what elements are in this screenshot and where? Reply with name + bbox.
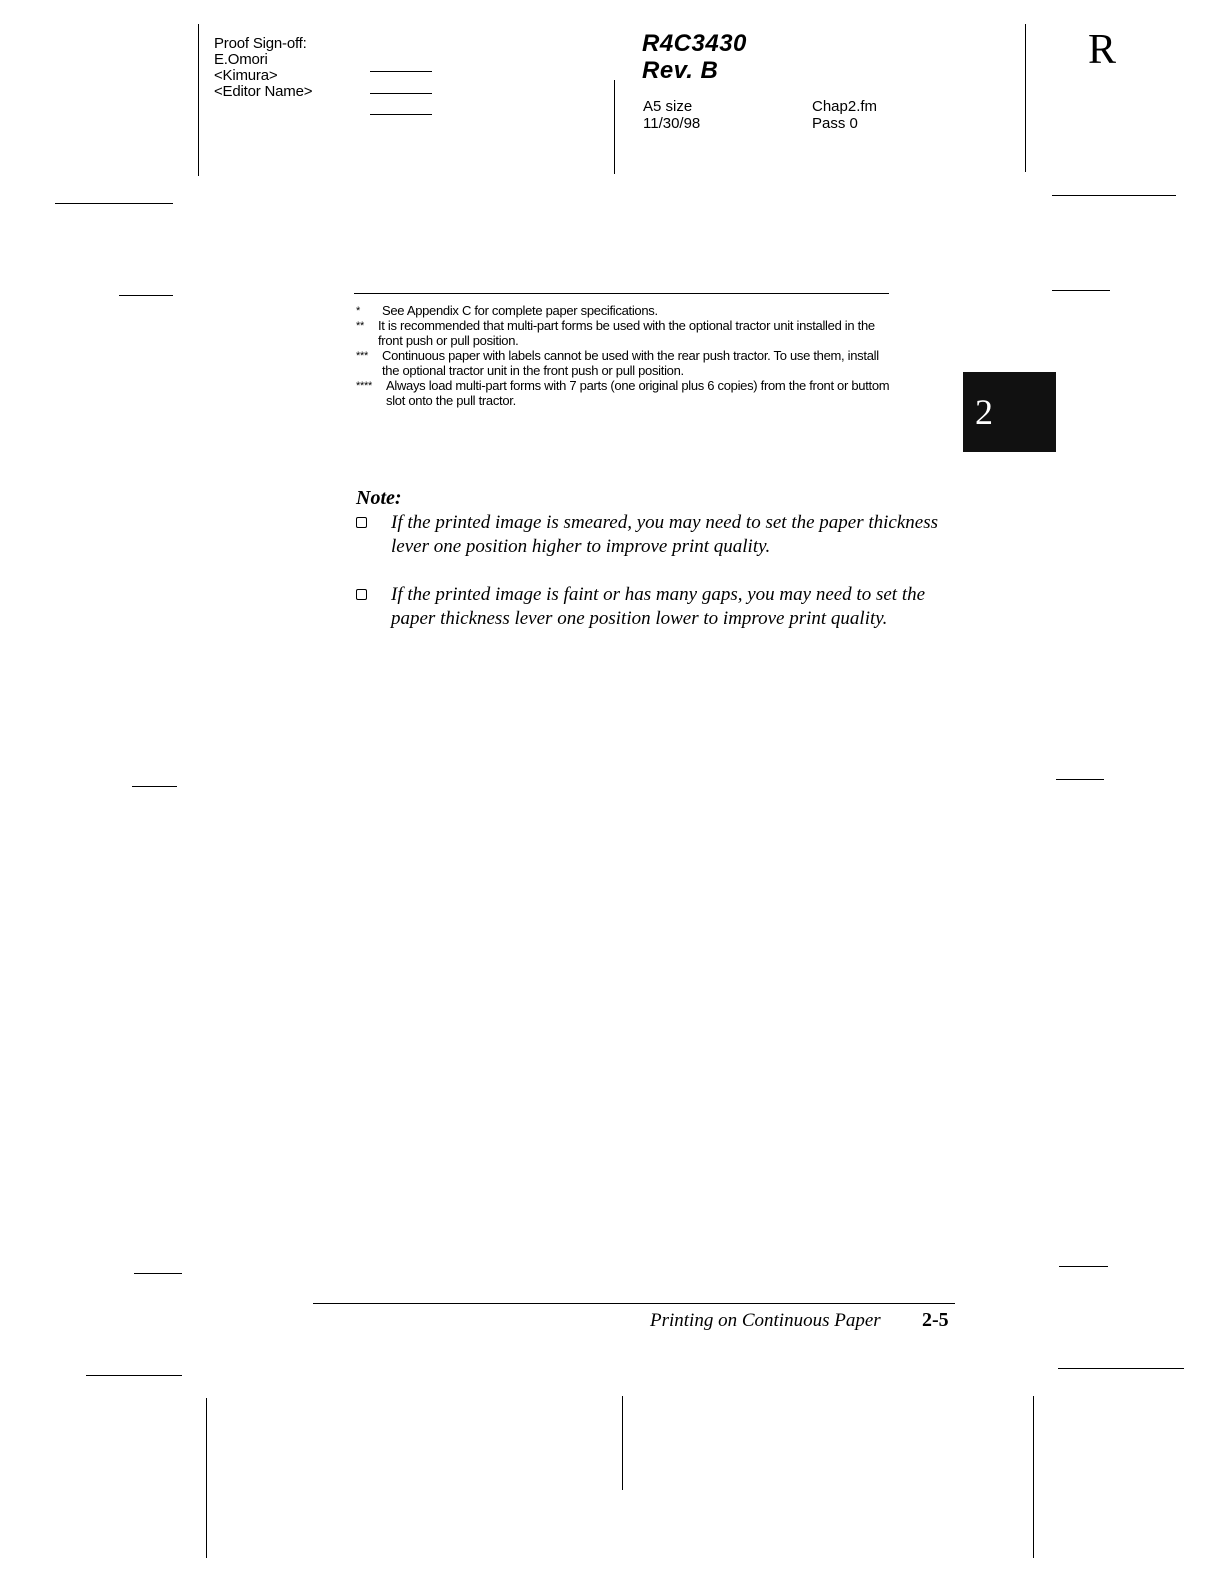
signoff-line-omori [370, 71, 432, 72]
footnote-item [356, 378, 896, 408]
crop-mark [622, 1396, 623, 1490]
footnote-text: Continuous paper with labels cannot be used with the rear push tractor. To use them, install the optional tractor unit in the front push or pull position. [382, 348, 879, 378]
page-number: 2-5 [922, 1309, 949, 1331]
footnote-text: See Appendix C for complete paper specifications. [382, 303, 658, 318]
corner-letter: R [1088, 27, 1117, 73]
footnote-mark: * [356, 305, 360, 317]
trim-mark [134, 1273, 182, 1274]
note-section [356, 487, 966, 655]
footnote-mark: *** [356, 350, 368, 362]
crop-mark [206, 1398, 207, 1558]
signoff-name-omori: E.Omori [214, 51, 268, 68]
footnote-text: Always load multi-part forms with 7 parts (one original plus 6 copies) from the front or buttom slot onto the pull tractor. [386, 378, 890, 408]
crop-mark [198, 24, 199, 176]
chapter-number: 2 [975, 392, 993, 432]
crop-mark [1058, 1368, 1184, 1369]
signoff-name-kimura: <Kimura> [214, 67, 278, 84]
trim-mark [1059, 1266, 1108, 1267]
crop-mark [86, 1375, 182, 1376]
document-meta-right [812, 98, 877, 132]
footnote-item [356, 303, 896, 318]
note-item [356, 583, 966, 631]
document-revision: Rev. B [642, 57, 719, 84]
signoff-line-kimura [370, 93, 432, 94]
footnote-text: It is recommended that multi-part forms be used with the optional tractor unit installed in the front push or pull position. [378, 318, 875, 348]
crop-mark [55, 203, 173, 204]
footer-title: Printing on Continuous Paper [650, 1310, 881, 1331]
signoff-name-editor: <Editor Name> [214, 83, 313, 100]
proof-signoff [214, 36, 312, 100]
document-id-block [642, 30, 747, 84]
signoff-title: Proof Sign-off: [214, 35, 307, 52]
crop-mark [1033, 1396, 1034, 1558]
document-size: A5 size [643, 98, 693, 115]
crop-mark [1052, 195, 1176, 196]
trim-mark [1052, 290, 1110, 291]
footnotes [356, 303, 896, 408]
note-item-text: If the printed image is smeared, you may need to set the paper thickness lever one position higher to improve print quality. [391, 512, 939, 557]
note-item [356, 511, 966, 559]
footnote-item [356, 348, 896, 378]
checkbox-bullet-icon [356, 517, 367, 528]
document-date: 11/30/98 [643, 115, 701, 132]
trim-mark [132, 786, 177, 787]
document-id: R4C3430 [642, 30, 747, 57]
checkbox-bullet-icon [356, 589, 367, 600]
note-heading: Note: [356, 487, 402, 509]
footer-rule [313, 1303, 955, 1304]
crop-mark [1025, 24, 1026, 172]
trim-mark [119, 295, 173, 296]
chapter-tab [963, 372, 1056, 452]
crop-mark [614, 80, 615, 174]
document-meta-left [643, 98, 700, 132]
footnote-mark: ** [356, 320, 364, 332]
document-pass: Pass 0 [812, 115, 858, 132]
document-file: Chap2.fm [812, 98, 878, 115]
signoff-line-editor [370, 114, 432, 115]
footnote-rule [354, 293, 889, 294]
note-item-text: If the printed image is faint or has many gaps, you may need to set the paper thickness lever one position lower to improve print quality. [391, 584, 926, 629]
trim-mark [1056, 779, 1104, 780]
footnote-item [356, 318, 896, 348]
footnote-mark: **** [356, 380, 372, 392]
